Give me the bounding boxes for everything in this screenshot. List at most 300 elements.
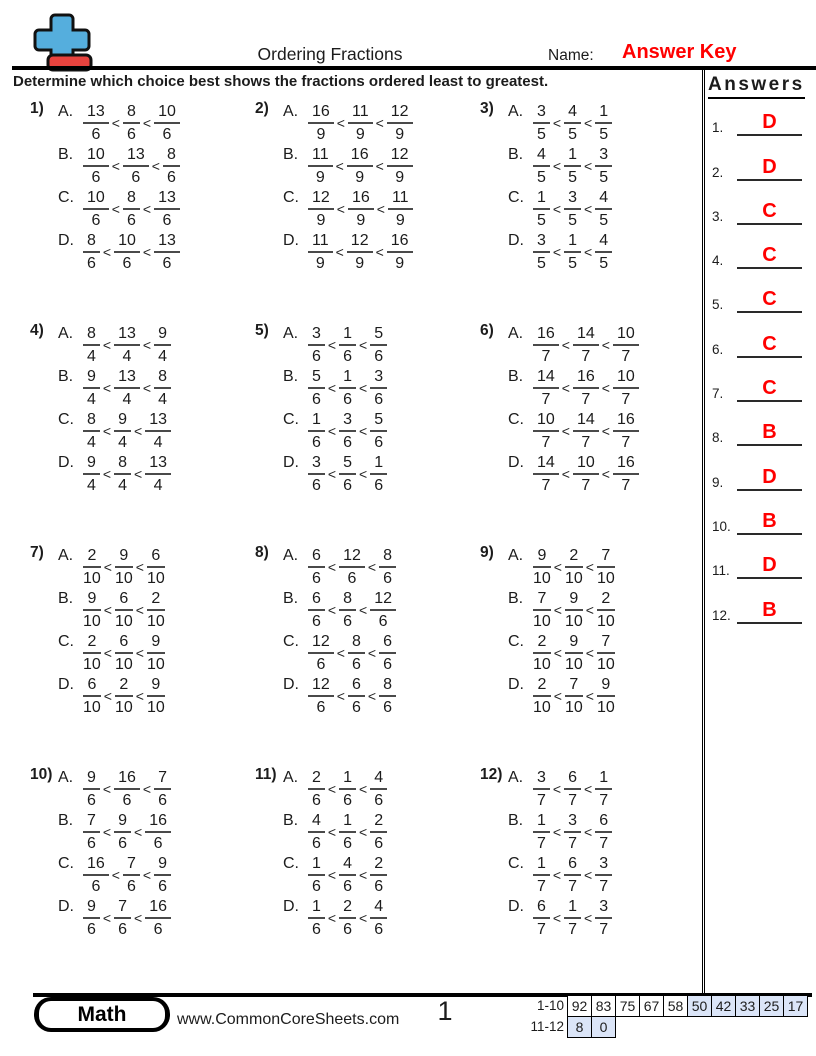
denominator: 10 xyxy=(146,570,165,587)
fraction xyxy=(123,188,140,230)
denominator: 6 xyxy=(118,921,127,938)
choice-list xyxy=(508,768,614,984)
denominator: 9 xyxy=(395,212,405,229)
less-than-sign: < xyxy=(134,423,143,439)
denominator: 6 xyxy=(383,699,392,716)
numerator: 13 xyxy=(114,367,140,389)
denominator: 9 xyxy=(355,169,365,186)
numerator: 16 xyxy=(347,145,373,167)
denominator: 9 xyxy=(355,126,365,143)
fraction xyxy=(595,811,612,853)
answer-letter: D xyxy=(737,111,802,136)
score-cell: 92 xyxy=(567,995,592,1017)
denominator: 6 xyxy=(312,434,321,451)
choice-list xyxy=(58,324,173,540)
numerator: 7 xyxy=(154,768,171,790)
denominator: 7 xyxy=(581,434,591,451)
problem-number: 3) xyxy=(480,100,494,117)
fraction xyxy=(308,589,325,631)
fraction xyxy=(613,410,639,452)
fraction xyxy=(533,589,551,631)
less-than-sign: < xyxy=(584,158,593,174)
less-than-sign: < xyxy=(103,688,112,704)
numerator: 3 xyxy=(564,188,581,210)
denominator: 6 xyxy=(343,391,352,408)
fraction xyxy=(379,632,396,674)
answer-choice xyxy=(508,102,614,142)
problem xyxy=(30,96,255,318)
denominator: 6 xyxy=(122,255,132,272)
fraction xyxy=(564,768,581,810)
denominator: 6 xyxy=(312,878,321,895)
numerator: 1 xyxy=(595,768,612,790)
less-than-sign: < xyxy=(553,559,562,575)
choice-list xyxy=(508,546,617,762)
less-than-sign: < xyxy=(102,423,112,439)
answer-choice xyxy=(58,897,173,937)
less-than-sign: < xyxy=(552,910,562,926)
answer-choice xyxy=(508,546,617,586)
less-than-sign: < xyxy=(102,824,112,840)
answer-item xyxy=(705,579,816,623)
numerator: 9 xyxy=(154,854,171,876)
less-than-sign: < xyxy=(135,688,144,704)
choice-label: A. xyxy=(58,103,74,120)
answer-letter: D xyxy=(737,156,802,181)
fraction xyxy=(370,453,387,495)
denominator: 10 xyxy=(564,656,583,673)
less-than-sign: < xyxy=(103,602,112,618)
numerator: 3 xyxy=(533,768,550,790)
fraction xyxy=(348,632,365,674)
fraction xyxy=(308,811,325,853)
fraction xyxy=(123,145,149,187)
denominator: 7 xyxy=(537,792,546,809)
answer-choice xyxy=(508,324,641,364)
denominator: 10 xyxy=(83,570,101,587)
less-than-sign: < xyxy=(327,423,337,439)
score-cell: 25 xyxy=(759,995,784,1017)
choice-label: A. xyxy=(508,325,524,342)
answer-choice xyxy=(283,367,389,407)
fraction xyxy=(339,589,356,631)
answer-choice xyxy=(508,897,614,937)
denominator: 6 xyxy=(312,835,321,852)
answer-number: 9. xyxy=(712,474,724,490)
answer-choice xyxy=(283,410,389,450)
denominator: 7 xyxy=(581,348,591,365)
denominator: 10 xyxy=(146,656,165,673)
fraction xyxy=(533,188,550,230)
answer-item xyxy=(705,313,816,357)
answer-number: 3. xyxy=(712,208,724,224)
fraction xyxy=(83,632,101,674)
less-than-sign: < xyxy=(135,559,144,575)
denominator: 5 xyxy=(599,169,609,186)
fraction xyxy=(339,367,356,409)
numerator: 4 xyxy=(595,188,612,210)
choice-label: C. xyxy=(58,855,74,872)
answer-number: 10. xyxy=(712,518,731,534)
less-than-sign: < xyxy=(102,466,112,482)
answer-number: 7. xyxy=(712,386,724,402)
less-than-sign: < xyxy=(359,466,368,482)
fraction xyxy=(147,546,165,588)
numerator: 8 xyxy=(163,145,180,167)
fraction xyxy=(564,811,581,853)
answer-choice xyxy=(283,768,389,808)
fraction xyxy=(308,897,325,939)
numerator: 9 xyxy=(154,324,171,346)
numerator: 16 xyxy=(348,188,374,210)
numerator: 8 xyxy=(123,188,140,210)
denominator: 4 xyxy=(87,348,96,365)
choice-label: B. xyxy=(283,368,299,385)
answer-choice xyxy=(58,410,173,450)
denominator: 6 xyxy=(351,699,361,716)
less-than-sign: < xyxy=(584,910,593,926)
fraction xyxy=(115,675,133,717)
numerator: 1 xyxy=(533,811,550,833)
less-than-sign: < xyxy=(601,423,610,439)
less-than-sign: < xyxy=(359,781,368,797)
denominator: 4 xyxy=(87,477,96,494)
numerator: 5 xyxy=(370,324,387,346)
denominator: 6 xyxy=(158,878,167,895)
score-cell: 33 xyxy=(735,995,760,1017)
numerator: 2 xyxy=(147,589,165,611)
answer-choice xyxy=(58,453,173,493)
problem xyxy=(30,540,255,762)
choice-label: C. xyxy=(508,189,524,206)
denominator: 10 xyxy=(596,613,615,630)
less-than-sign: < xyxy=(359,423,368,439)
score-cell: 83 xyxy=(591,995,616,1017)
numerator: 16 xyxy=(145,811,171,833)
numerator: 1 xyxy=(595,102,612,124)
answer-number: 1. xyxy=(712,120,724,136)
denominator: 10 xyxy=(83,656,101,673)
fraction xyxy=(123,854,140,896)
numerator: 2 xyxy=(565,546,583,568)
less-than-sign: < xyxy=(134,824,143,840)
denominator: 6 xyxy=(87,921,96,938)
choice-list xyxy=(508,102,614,318)
answer-letter: C xyxy=(737,333,802,358)
fraction xyxy=(308,102,334,144)
numerator: 1 xyxy=(564,231,581,253)
numerator: 2 xyxy=(308,768,325,790)
fraction xyxy=(533,632,551,674)
denominator: 4 xyxy=(122,391,132,408)
fraction xyxy=(533,854,550,896)
denominator: 10 xyxy=(533,570,551,587)
denominator: 7 xyxy=(568,792,577,809)
numerator: 12 xyxy=(308,632,334,654)
problem-number: 9) xyxy=(480,544,494,561)
fraction xyxy=(533,897,550,939)
less-than-sign: < xyxy=(584,244,593,260)
less-than-sign: < xyxy=(375,244,384,260)
numerator: 16 xyxy=(308,102,334,124)
less-than-sign: < xyxy=(561,423,570,439)
fraction xyxy=(595,231,612,273)
answer-item xyxy=(705,225,816,269)
less-than-sign: < xyxy=(367,559,377,575)
denominator: 6 xyxy=(312,391,321,408)
numerator: 11 xyxy=(308,145,333,167)
choice-label: C. xyxy=(508,633,524,650)
denominator: 9 xyxy=(315,169,325,186)
denominator: 6 xyxy=(91,212,101,229)
answer-number: 11. xyxy=(712,563,730,579)
numerator: 9 xyxy=(115,546,133,568)
numerator: 9 xyxy=(114,811,131,833)
fraction xyxy=(308,854,325,896)
answer-item xyxy=(705,491,816,535)
less-than-sign: < xyxy=(111,201,120,217)
denominator: 5 xyxy=(537,255,546,272)
fraction xyxy=(83,145,109,187)
denominator: 5 xyxy=(599,212,609,229)
choice-list xyxy=(283,324,389,540)
fraction xyxy=(379,546,396,588)
numerator: 7 xyxy=(83,811,100,833)
numerator: 16 xyxy=(573,367,599,389)
numerator: 3 xyxy=(308,453,325,475)
answer-number: 12. xyxy=(712,607,731,623)
answer-number: 5. xyxy=(712,297,724,313)
problem xyxy=(30,762,255,984)
fraction xyxy=(533,367,559,409)
fraction xyxy=(308,546,325,588)
less-than-sign: < xyxy=(585,602,594,618)
denominator: 7 xyxy=(621,391,631,408)
denominator: 7 xyxy=(599,835,609,852)
choice-label: A. xyxy=(508,547,524,564)
denominator: 6 xyxy=(374,477,384,494)
numerator: 14 xyxy=(533,367,559,389)
less-than-sign: < xyxy=(327,867,337,883)
fraction xyxy=(114,231,140,273)
numerator: 13 xyxy=(154,188,180,210)
less-than-sign: < xyxy=(142,380,152,396)
numerator: 6 xyxy=(147,546,165,568)
fraction xyxy=(308,231,333,273)
choice-label: A. xyxy=(58,547,74,564)
answer-letter: B xyxy=(737,599,802,624)
choice-label: B. xyxy=(58,146,74,163)
numerator: 12 xyxy=(370,589,396,611)
fraction xyxy=(114,453,131,495)
score-row xyxy=(528,1016,808,1038)
denominator: 6 xyxy=(374,921,384,938)
numerator: 9 xyxy=(147,675,165,697)
denominator: 9 xyxy=(315,255,325,272)
denominator: 6 xyxy=(374,792,384,809)
choice-label: C. xyxy=(58,633,74,650)
problem xyxy=(480,762,705,984)
numerator: 4 xyxy=(308,811,325,833)
fraction xyxy=(308,145,333,187)
fraction xyxy=(83,324,100,366)
numerator: 10 xyxy=(533,410,559,432)
numerator: 9 xyxy=(533,546,551,568)
score-cell: 17 xyxy=(783,995,808,1017)
answer-item xyxy=(705,181,816,225)
fraction xyxy=(339,811,356,853)
numerator: 16 xyxy=(387,231,413,253)
fraction xyxy=(339,854,356,896)
denominator: 6 xyxy=(383,656,392,673)
fraction xyxy=(83,589,101,631)
numerator: 6 xyxy=(533,897,550,919)
numerator: 9 xyxy=(83,768,100,790)
fraction xyxy=(387,102,413,144)
denominator: 6 xyxy=(162,126,172,143)
less-than-sign: < xyxy=(376,201,385,217)
problem-number: 8) xyxy=(255,544,269,561)
denominator: 6 xyxy=(131,169,141,186)
fraction xyxy=(308,324,325,366)
fraction xyxy=(115,632,133,674)
fraction xyxy=(565,675,583,717)
denominator: 6 xyxy=(153,921,163,938)
answer-item xyxy=(705,402,816,446)
fraction xyxy=(370,854,387,896)
fraction xyxy=(83,231,100,273)
numerator: 1 xyxy=(339,768,356,790)
choice-label: D. xyxy=(283,232,299,249)
less-than-sign: < xyxy=(135,602,144,618)
choice-label: A. xyxy=(283,103,299,120)
fraction xyxy=(114,367,140,409)
choice-label: A. xyxy=(283,769,299,786)
answer-choice xyxy=(283,675,398,715)
denominator: 6 xyxy=(312,570,321,587)
problem-number: 11) xyxy=(255,766,277,783)
denominator: 6 xyxy=(162,212,172,229)
numerator: 14 xyxy=(573,410,599,432)
fraction xyxy=(573,453,599,495)
less-than-sign: < xyxy=(584,867,593,883)
denominator: 5 xyxy=(537,212,546,229)
less-than-sign: < xyxy=(103,559,112,575)
fraction xyxy=(573,324,599,366)
choice-label: B. xyxy=(58,368,74,385)
numerator: 16 xyxy=(83,854,109,876)
denominator: 6 xyxy=(312,921,321,938)
numerator: 9 xyxy=(565,589,583,611)
problems-grid xyxy=(30,96,710,984)
choice-label: D. xyxy=(283,454,299,471)
numerator: 12 xyxy=(387,102,413,124)
fraction xyxy=(533,811,550,853)
score-cell: 0 xyxy=(591,1016,616,1038)
numerator: 8 xyxy=(154,367,171,389)
numerator: 10 xyxy=(573,453,599,475)
score-cell: 50 xyxy=(687,995,712,1017)
denominator: 6 xyxy=(153,835,163,852)
less-than-sign: < xyxy=(335,158,344,174)
denominator: 5 xyxy=(537,169,546,186)
denominator: 4 xyxy=(158,348,167,365)
denominator: 10 xyxy=(146,699,165,716)
less-than-sign: < xyxy=(585,559,594,575)
numerator: 3 xyxy=(564,811,581,833)
answer-item xyxy=(705,358,816,402)
fraction xyxy=(370,367,387,409)
fraction xyxy=(114,768,140,810)
numerator: 9 xyxy=(83,367,100,389)
numerator: 11 xyxy=(388,188,413,210)
choice-label: C. xyxy=(283,411,299,428)
less-than-sign: < xyxy=(359,824,368,840)
less-than-sign: < xyxy=(102,337,112,353)
fraction xyxy=(533,145,550,187)
less-than-sign: < xyxy=(142,781,152,797)
denominator: 9 xyxy=(395,169,405,186)
numerator: 3 xyxy=(370,367,387,389)
less-than-sign: < xyxy=(134,910,143,926)
choice-label: B. xyxy=(58,812,74,829)
less-than-sign: < xyxy=(552,824,562,840)
fraction xyxy=(533,231,550,273)
answer-letter: D xyxy=(737,466,802,491)
fraction xyxy=(115,589,133,631)
numerator: 7 xyxy=(114,897,131,919)
denominator: 10 xyxy=(596,570,615,587)
fraction xyxy=(145,453,171,495)
answer-choice xyxy=(283,546,398,586)
numerator: 7 xyxy=(565,675,583,697)
numerator: 2 xyxy=(533,675,551,697)
numerator: 16 xyxy=(145,897,171,919)
less-than-sign: < xyxy=(327,910,337,926)
answer-key-text: Answer Key xyxy=(622,41,737,63)
numerator: 12 xyxy=(347,231,373,253)
denominator: 4 xyxy=(118,434,127,451)
numerator: 8 xyxy=(339,589,356,611)
score-row-label: 11-12 xyxy=(530,1019,564,1034)
answer-choice xyxy=(58,145,182,185)
answer-letter: D xyxy=(737,554,802,579)
answer-item xyxy=(705,136,816,180)
denominator: 10 xyxy=(564,570,583,587)
numerator: 2 xyxy=(83,632,101,654)
denominator: 7 xyxy=(581,477,591,494)
less-than-sign: < xyxy=(111,867,120,883)
answer-choice xyxy=(508,675,617,715)
numerator: 1 xyxy=(533,854,550,876)
denominator: 9 xyxy=(356,212,366,229)
fraction xyxy=(114,324,140,366)
denominator: 4 xyxy=(153,477,163,494)
numerator: 2 xyxy=(370,854,387,876)
problem-number: 2) xyxy=(255,100,269,117)
fraction xyxy=(613,324,639,366)
answer-letter: B xyxy=(737,510,802,535)
less-than-sign: < xyxy=(367,645,377,661)
fraction xyxy=(533,102,550,144)
answer-item xyxy=(705,269,816,313)
numerator: 8 xyxy=(379,675,396,697)
fraction xyxy=(339,768,356,810)
fraction xyxy=(147,589,165,631)
fraction xyxy=(308,410,325,452)
numerator: 1 xyxy=(339,324,356,346)
denominator: 10 xyxy=(596,699,615,716)
